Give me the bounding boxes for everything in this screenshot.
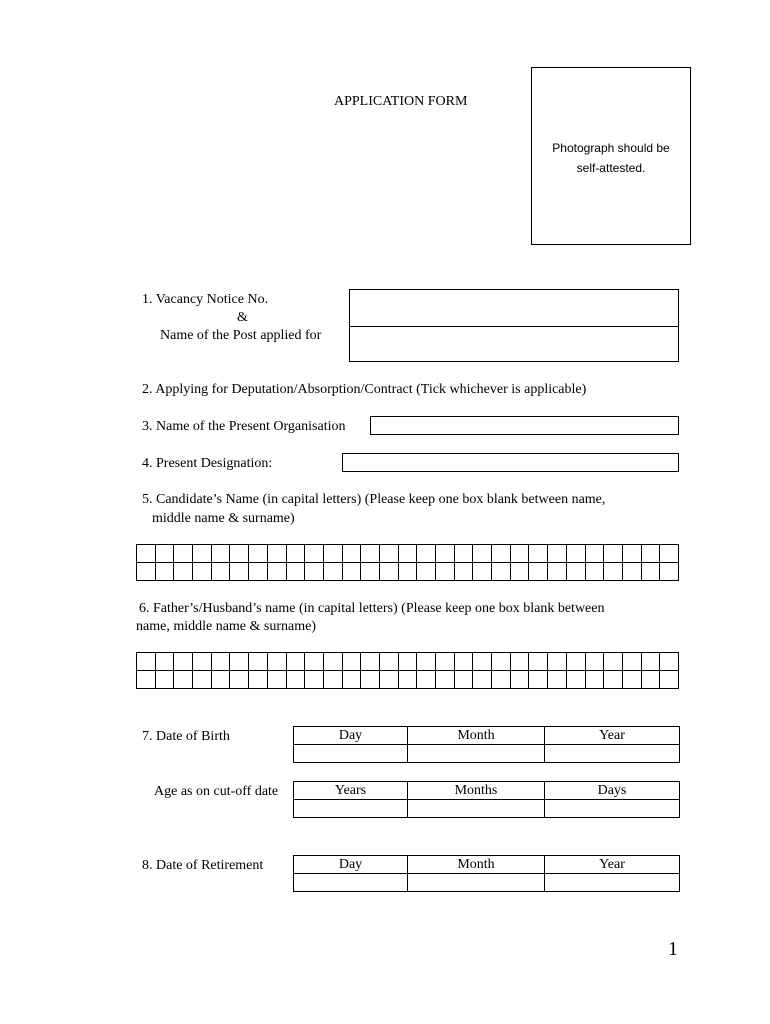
letter-box[interactable] — [323, 563, 342, 581]
letter-box[interactable] — [510, 563, 529, 581]
letter-box[interactable] — [230, 563, 249, 581]
dob-day-input[interactable] — [294, 745, 408, 763]
letter-box[interactable] — [249, 653, 268, 671]
letter-box[interactable] — [604, 671, 623, 689]
post-applied-label: Name of the Post applied for — [160, 328, 322, 343]
letter-box[interactable] — [249, 563, 268, 581]
letter-box[interactable] — [211, 653, 230, 671]
letter-box[interactable] — [473, 545, 492, 563]
letter-box[interactable] — [492, 653, 511, 671]
letter-box[interactable] — [267, 671, 286, 689]
letter-box[interactable] — [548, 653, 567, 671]
present-designation-field[interactable] — [342, 453, 679, 472]
vacancy-ampersand: & — [237, 310, 248, 325]
letter-box[interactable] — [641, 563, 660, 581]
letter-box[interactable] — [155, 653, 174, 671]
letter-box[interactable] — [604, 563, 623, 581]
letter-box[interactable] — [529, 653, 548, 671]
letter-box[interactable] — [137, 563, 156, 581]
dor-year-input[interactable] — [545, 874, 680, 892]
letter-box[interactable] — [454, 671, 473, 689]
letter-box[interactable] — [585, 563, 604, 581]
age-cutoff-label: Age as on cut-off date — [154, 784, 279, 799]
letter-box[interactable] — [585, 545, 604, 563]
applying-for-label: 2. Applying for Deputation/Absorption/Contract (Tick whichever is applicable) — [142, 382, 587, 397]
photograph-note-line1: Photograph should be — [552, 141, 670, 155]
letter-box[interactable] — [193, 563, 212, 581]
date-of-birth-label: 7. Date of Birth — [142, 729, 230, 744]
dob-day-header: Day — [294, 727, 408, 745]
dor-month-header: Month — [408, 856, 545, 874]
candidate-name-label-cont: middle name & surname) — [152, 511, 295, 526]
letter-box[interactable] — [398, 671, 417, 689]
letter-box[interactable] — [454, 545, 473, 563]
father-husband-name-label: 6. Father’s/Husband’s name (in capital letters) (Please keep one box blank between — [139, 601, 605, 616]
letter-box[interactable] — [604, 545, 623, 563]
letter-box[interactable] — [267, 563, 286, 581]
letter-box[interactable] — [604, 653, 623, 671]
letter-box[interactable] — [342, 653, 361, 671]
letter-box[interactable] — [323, 545, 342, 563]
letter-box[interactable] — [155, 545, 174, 563]
letter-box[interactable] — [305, 653, 324, 671]
present-organisation-field[interactable] — [370, 416, 679, 435]
date-of-birth-table — [293, 726, 680, 763]
letter-box[interactable] — [492, 563, 511, 581]
letter-box[interactable] — [622, 563, 641, 581]
vacancy-notice-label: 1. Vacancy Notice No. — [142, 292, 269, 307]
dob-year-input[interactable] — [545, 745, 680, 763]
age-days-input[interactable] — [545, 800, 680, 818]
letter-box[interactable] — [286, 653, 305, 671]
letter-box[interactable] — [473, 563, 492, 581]
letter-box[interactable] — [211, 563, 230, 581]
letter-box[interactable] — [361, 563, 380, 581]
letter-box[interactable] — [249, 671, 268, 689]
letter-box[interactable] — [660, 653, 679, 671]
letter-box[interactable] — [342, 671, 361, 689]
letter-box[interactable] — [436, 653, 455, 671]
letter-box[interactable] — [137, 545, 156, 563]
letter-box[interactable] — [622, 545, 641, 563]
letter-box[interactable] — [174, 545, 193, 563]
dor-day-input[interactable] — [294, 874, 408, 892]
letter-box[interactable] — [174, 671, 193, 689]
letter-box[interactable] — [286, 671, 305, 689]
letter-box[interactable] — [398, 563, 417, 581]
letter-box[interactable] — [323, 671, 342, 689]
letter-box[interactable] — [454, 653, 473, 671]
letter-box[interactable] — [566, 545, 585, 563]
letter-box[interactable] — [361, 671, 380, 689]
letter-box[interactable] — [548, 545, 567, 563]
letter-box[interactable] — [398, 545, 417, 563]
letter-box[interactable] — [361, 653, 380, 671]
present-designation-label: 4. Present Designation: — [142, 456, 273, 471]
letter-box[interactable] — [155, 563, 174, 581]
page-number: 1 — [668, 938, 678, 960]
letter-box[interactable] — [323, 653, 342, 671]
photograph-note — [532, 138, 690, 178]
letter-box[interactable] — [566, 653, 585, 671]
date-of-retirement-table — [293, 855, 680, 892]
letter-box[interactable] — [286, 545, 305, 563]
age-years-input[interactable] — [294, 800, 408, 818]
letter-box[interactable] — [137, 653, 156, 671]
letter-box[interactable] — [379, 545, 398, 563]
letter-box[interactable] — [641, 545, 660, 563]
father-husband-name-grid[interactable] — [136, 652, 679, 689]
letter-box[interactable] — [305, 545, 324, 563]
letter-box[interactable] — [436, 671, 455, 689]
letter-box[interactable] — [548, 563, 567, 581]
letter-box[interactable] — [492, 671, 511, 689]
letter-box[interactable] — [622, 671, 641, 689]
letter-box[interactable] — [361, 545, 380, 563]
letter-box[interactable] — [454, 563, 473, 581]
letter-box[interactable] — [417, 671, 436, 689]
photograph-box[interactable] — [531, 67, 691, 245]
letter-box[interactable] — [305, 563, 324, 581]
letter-box[interactable] — [137, 671, 156, 689]
letter-box[interactable] — [473, 653, 492, 671]
letter-box[interactable] — [230, 671, 249, 689]
letter-box[interactable] — [417, 653, 436, 671]
dob-month-input[interactable] — [408, 745, 545, 763]
vacancy-post-field[interactable] — [349, 289, 679, 362]
father-husband-name-label-cont: name, middle name & surname) — [136, 619, 316, 634]
letter-box[interactable] — [660, 671, 679, 689]
letter-box[interactable] — [305, 671, 324, 689]
age-months-header: Months — [408, 782, 545, 800]
dor-year-header: Year — [545, 856, 680, 874]
letter-box[interactable] — [230, 545, 249, 563]
letter-box[interactable] — [379, 671, 398, 689]
letter-box[interactable] — [193, 653, 212, 671]
letter-box[interactable] — [436, 563, 455, 581]
letter-box[interactable] — [286, 563, 305, 581]
candidate-name-grid[interactable] — [136, 544, 679, 581]
dob-month-header: Month — [408, 727, 545, 745]
letter-box[interactable] — [211, 545, 230, 563]
letter-box[interactable] — [155, 671, 174, 689]
letter-box[interactable] — [211, 671, 230, 689]
letter-box[interactable] — [267, 653, 286, 671]
letter-box[interactable] — [230, 653, 249, 671]
dor-month-input[interactable] — [408, 874, 545, 892]
letter-box[interactable] — [193, 671, 212, 689]
letter-box[interactable] — [566, 671, 585, 689]
letter-box[interactable] — [660, 545, 679, 563]
letter-box[interactable] — [174, 653, 193, 671]
letter-box[interactable] — [379, 653, 398, 671]
letter-box[interactable] — [510, 653, 529, 671]
letter-box[interactable] — [267, 545, 286, 563]
letter-box[interactable] — [548, 671, 567, 689]
date-of-retirement-label: 8. Date of Retirement — [142, 858, 264, 873]
letter-box[interactable] — [641, 671, 660, 689]
letter-box[interactable] — [417, 545, 436, 563]
age-days-header: Days — [545, 782, 680, 800]
present-organisation-label: 3. Name of the Present Organisation — [142, 419, 346, 434]
letter-box[interactable] — [379, 563, 398, 581]
letter-box[interactable] — [436, 545, 455, 563]
letter-box[interactable] — [529, 563, 548, 581]
letter-box[interactable] — [529, 545, 548, 563]
letter-box[interactable] — [585, 671, 604, 689]
letter-box[interactable] — [529, 671, 548, 689]
letter-box[interactable] — [417, 563, 436, 581]
letter-box[interactable] — [660, 563, 679, 581]
letter-box[interactable] — [566, 563, 585, 581]
letter-box[interactable] — [249, 545, 268, 563]
letter-box[interactable] — [398, 653, 417, 671]
letter-box[interactable] — [473, 671, 492, 689]
vacancy-field-divider — [350, 326, 678, 327]
letter-box[interactable] — [342, 545, 361, 563]
candidate-name-label: 5. Candidate’s Name (in capital letters) (Please keep one box blank between name, — [142, 492, 606, 507]
letter-box[interactable] — [342, 563, 361, 581]
letter-box[interactable] — [193, 545, 212, 563]
age-months-input[interactable] — [408, 800, 545, 818]
letter-box[interactable] — [174, 563, 193, 581]
age-years-header: Years — [294, 782, 408, 800]
letter-box[interactable] — [510, 545, 529, 563]
photograph-note-line2: self-attested. — [576, 161, 646, 175]
form-title: APPLICATION FORM — [334, 94, 468, 109]
letter-box[interactable] — [510, 671, 529, 689]
dob-year-header: Year — [545, 727, 680, 745]
letter-box[interactable] — [585, 653, 604, 671]
letter-box[interactable] — [641, 653, 660, 671]
age-cutoff-table — [293, 781, 680, 818]
dor-day-header: Day — [294, 856, 408, 874]
letter-box[interactable] — [622, 653, 641, 671]
letter-box[interactable] — [492, 545, 511, 563]
